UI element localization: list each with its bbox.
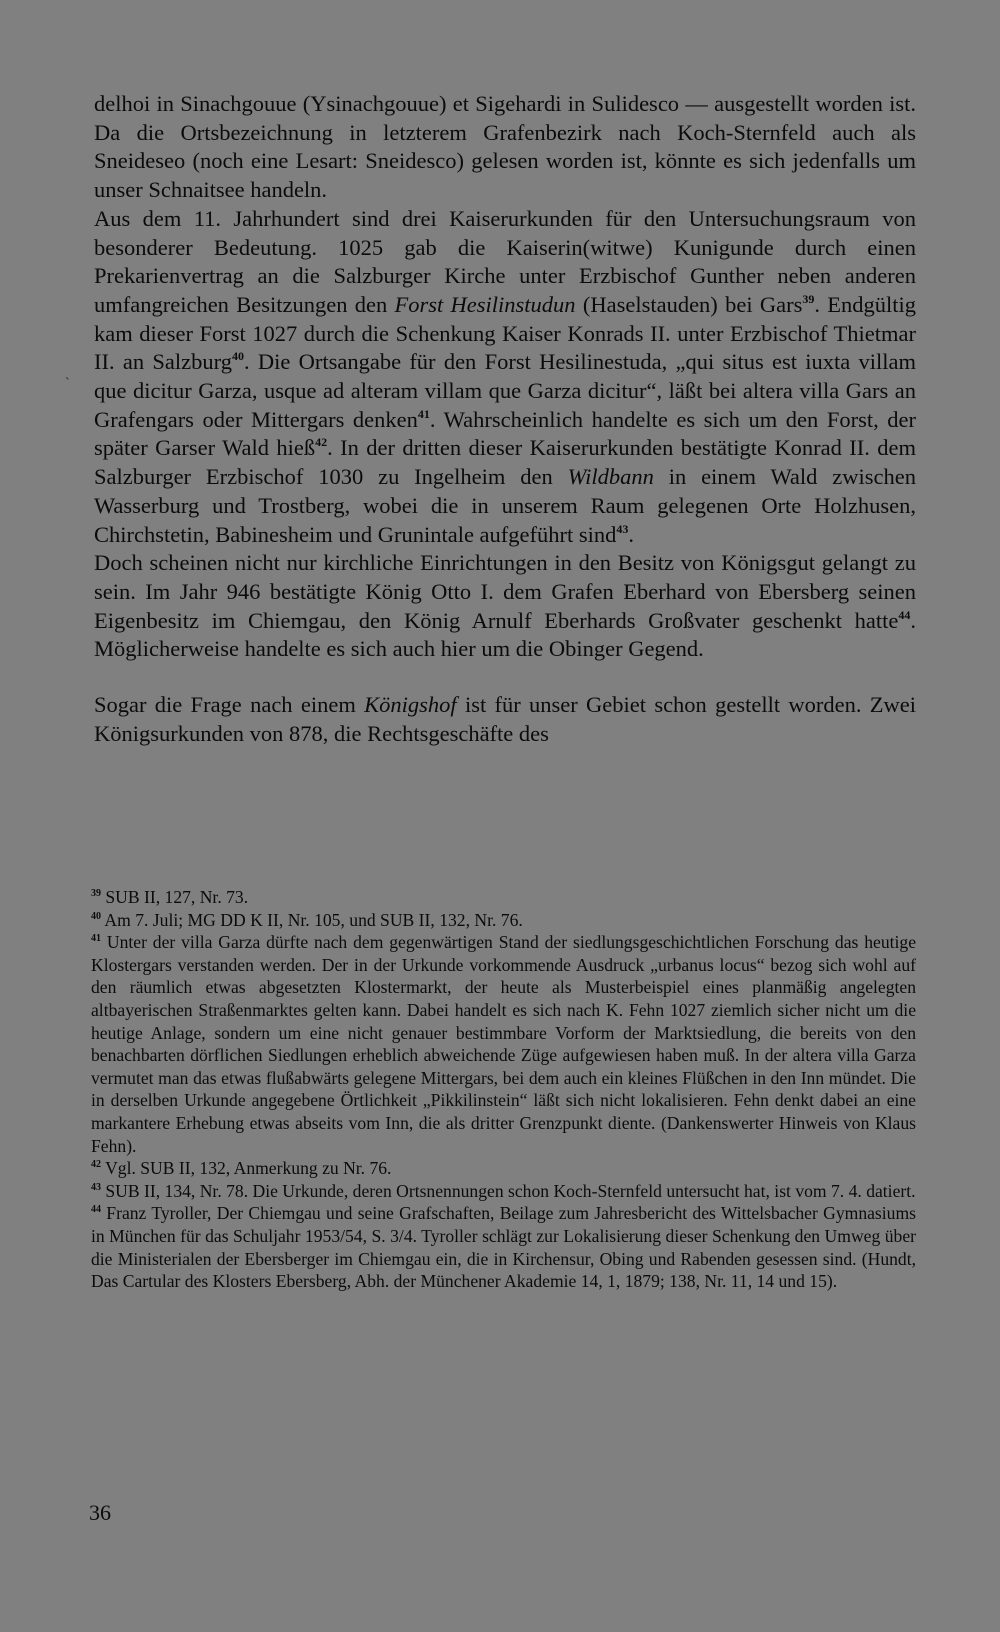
footnote-39 bbox=[91, 886, 916, 909]
italic-term-koenigshof: Königshof bbox=[364, 692, 457, 718]
text-run: . In der dritten dieser Kaiserurkunden bestätigte Konrad II. dem Salzburger Erzbischof 1030 zu Ingelheim den bbox=[94, 435, 916, 490]
footnote-text: Franz Tyroller, Der Chiemgau und seine Grafschaften, Beilage zum Jahresbericht des Wittelsbacher Gymnasiums in München für das Schuljahr 1953/54, S. 3/4. Tyroller schlägt zur Lokalisierung dieser Schenkung den Umweg über die Ministerialen der Ebersberger im Chiemgau ein, die in Kirchensur, Obing und Rabenden gesessen sind. (Hundt, Das Cartular des Klosters Ebersberg, Abh. der Münchener Akademie 14, 1, 1879; 138, Nr. 11, 14 und 15). bbox=[91, 1203, 916, 1292]
footnote-ref-41[interactable]: 41 bbox=[417, 406, 430, 421]
paragraph-4 bbox=[94, 691, 916, 748]
text-run: Aus dem 11. Jahrhundert sind drei Kaiserurkunden für den Untersuchungsraum von besonderer Bedeutung. 1025 gab die Kaiserin(witwe) Kunigunde durch einen Prekarienvertrag an die Salzburger Kirche unter Erzbischof Gunther neben anderen umfangreichen Besitzungen den bbox=[94, 205, 916, 317]
footnote-ref-39[interactable]: 39 bbox=[802, 291, 815, 306]
text-run: . bbox=[628, 521, 635, 547]
text-run: in einem Wald zwischen Wasserburg und Trostberg, wobei die in unserem Raum gelegenen Orte Holzhusen, Chirchstetin, Babinesheim und Grunintale aufgeführt sind bbox=[94, 464, 916, 547]
footnote-number: 39 bbox=[91, 888, 101, 899]
text-run: (Haselstauden) bei Gars bbox=[575, 291, 803, 317]
text-run: Sogar die Frage nach einem bbox=[94, 692, 365, 718]
footnote-ref-44[interactable]: 44 bbox=[898, 607, 911, 622]
text-run: delhoi in Sinachgouue (Ysinachgouue) et Sigehardi in Sulidesco — ausgestellt worden ist. Da die Ortsbezeichnung in letzterem Grafenbezirk nach Koch-Sternfeld auch als Sneideseo (noch eine Lesart: Sneidesco) gelesen worden ist, könnte es sich jedenfalls um unser Schnaitsee handeln. bbox=[94, 91, 916, 203]
footnote-44 bbox=[91, 1202, 916, 1292]
text-run: . Wahrscheinlich handelte es sich um den Forst, der später Garser Wald hieß bbox=[94, 406, 917, 461]
footnote-ref-40[interactable]: 40 bbox=[231, 349, 244, 364]
italic-term-forst: Forst Hesilinstudun bbox=[394, 291, 576, 317]
footnote-text: Vgl. SUB II, 132, Anmerkung zu Nr. 76. bbox=[101, 1158, 392, 1179]
footnote-number: 42 bbox=[91, 1159, 101, 1171]
footnote-ref-43[interactable]: 43 bbox=[616, 521, 629, 536]
footnotes bbox=[91, 886, 916, 1293]
footnote-ref-42[interactable]: 42 bbox=[315, 435, 328, 450]
paragraph-2 bbox=[94, 205, 916, 549]
paragraph-1 bbox=[94, 90, 916, 205]
text-run: Doch scheinen nicht nur kirchliche Einrichtungen in den Besitz von Königsgut gelangt zu sein. Im Jahr 946 bestätigte König Otto I. dem Grafen Eberhard von Ebersberg seinen Eigenbesitz im Chiemgau, den König Arnulf Eberhards Großvater geschenkt hatte bbox=[94, 550, 916, 633]
text-run: . Möglicherweise handelte es sich auch hier um die Obinger Gegend. bbox=[94, 607, 916, 662]
footnote-42 bbox=[91, 1157, 916, 1180]
footnote-number: 41 bbox=[91, 933, 101, 945]
footnote-text: SUB II, 127, Nr. 73. bbox=[101, 887, 249, 907]
main-text bbox=[94, 90, 916, 748]
footnote-text: Am 7. Juli; MG DD K II, Nr. 105, und SUB II, 132, Nr. 76. bbox=[101, 909, 523, 930]
footnote-41 bbox=[91, 931, 916, 1157]
text-run: . Endgültig kam dieser Forst 1027 durch die Schenkung Kaiser Konrads II. unter Erzbischof Thietmar II. an Salzburg bbox=[94, 291, 917, 375]
scan-artifact-mark: ` bbox=[65, 376, 70, 391]
page-number: 36 bbox=[89, 1500, 111, 1525]
footnote-number: 40 bbox=[91, 910, 101, 922]
text-run: ist für unser Gebiet schon gestellt worden. Zwei Königsurkunden von 878, die Rechtsgeschäfte des bbox=[94, 692, 916, 746]
footnote-number: 44 bbox=[91, 1204, 101, 1216]
paragraph-3 bbox=[94, 549, 916, 664]
footnote-40 bbox=[91, 909, 916, 932]
footnote-text: SUB II, 134, Nr. 78. Die Urkunde, deren Ortsnennungen schon Koch-Sternfeld untersucht hat, ist vom 7. 4. datiert. bbox=[101, 1180, 916, 1201]
footnote-number: 43 bbox=[91, 1181, 101, 1193]
footnote-43 bbox=[91, 1180, 916, 1203]
footnote-text: Unter der villa Garza dürfte nach dem gegenwärtigen Stand der siedlungsgeschichtlichen Forschung das heutige Klostergars verstanden werden. Der in der Urkunde vorkommende Ausdruck „urbanus locus“ bezog sich wohl auf den räumlich etwas abgesetzten Klostermarkt, der heute als Musterbeispiel eines planmäßig angelegten altbayerischen Straßenmarktes gelten kann. Dabei handelt es sich nach K. Fehn 1027 ziemlich sicher nicht um die heutige Anlage, sondern um eine nicht genauer bestimmbare Vorform der Marktsiedlung, die bereits von den benachbarten dörflichen Siedlungen erheblich abweichende Züge aufgewiesen haben muß. In der altera villa Garza vermutet man das etwas flußabwärts gelegene Mittergars, bei dem auch ein kleines Flüßchen in den Inn mündet. Die in derselben Urkunde angegebene Örtlichkeit „Pikkilinstein“ läßt sich nicht lokalisieren. Fehn denkt dabei an eine markantere Erhebung etwas abseits vom Inn, die als dritter Grenzpunkt diente. (Dankenswerter Hinweis von Klaus Fehn). bbox=[91, 932, 916, 1156]
text-run: . Die Ortsangabe für den Forst Hesilinestuda, „qui situs est iuxta villam que dicitur Garza, usque ad alteram villam que Garza dicitur“, läßt bei altera villa Gars an Grafengars oder Mittergars denken bbox=[94, 349, 916, 432]
italic-term-wildbann: Wildbann bbox=[567, 464, 654, 490]
